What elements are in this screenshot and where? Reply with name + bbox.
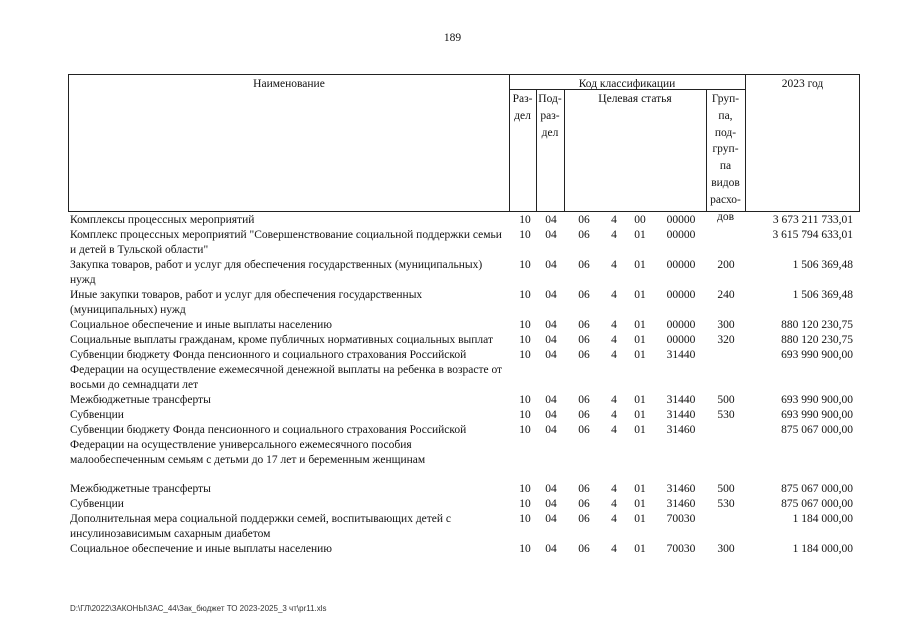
row-target-direction: 00000 xyxy=(666,289,696,301)
row-amount: 880 120 230,75 xyxy=(781,319,853,331)
row-target-type: 4 xyxy=(611,513,617,525)
row-target-program: 06 xyxy=(578,498,590,510)
row-target-subprogram: 01 xyxy=(634,513,646,525)
row-amount: 1 506 369,48 xyxy=(792,259,853,271)
row-target-direction: 31440 xyxy=(666,349,696,361)
row-target-program: 06 xyxy=(578,259,590,271)
row-target-subprogram: 01 xyxy=(634,349,646,361)
row-target-type: 4 xyxy=(611,543,617,555)
row-name: Социальные выплаты гражданам, кроме публичных нормативных социальных выплат xyxy=(70,334,493,346)
row-razdel: 10 xyxy=(519,334,531,346)
row-podrazdel: 04 xyxy=(545,349,557,361)
row-expense-type: 500 xyxy=(717,483,735,495)
table-row xyxy=(0,512,905,542)
row-amount: 3 673 211 733,01 xyxy=(772,214,853,226)
table-row xyxy=(0,288,905,318)
row-target-direction: 31460 xyxy=(666,424,696,436)
row-target-program: 06 xyxy=(578,394,590,406)
row-razdel: 10 xyxy=(519,513,531,525)
row-expense-type: 320 xyxy=(717,334,735,346)
row-razdel: 10 xyxy=(519,498,531,510)
row-name: Субвенции бюджету Фонда пенсионного и социального страхования Российской Федерации на осуществление ежемесячной денежной выплаты на ребенка в возрасте от восьми до семнадцати лет xyxy=(70,349,503,391)
row-name: Иные закупки товаров, работ и услуг для обеспечения государственных (муниципальных) нужд xyxy=(70,289,423,316)
row-amount: 880 120 230,75 xyxy=(781,334,853,346)
row-target-direction: 00000 xyxy=(666,214,696,226)
row-amount: 1 184 000,00 xyxy=(792,513,853,525)
row-target-subprogram: 00 xyxy=(634,214,646,226)
row-razdel: 10 xyxy=(519,229,531,241)
row-expense-type: 240 xyxy=(717,289,735,301)
row-target-program: 06 xyxy=(578,319,590,331)
row-target-type: 4 xyxy=(611,289,617,301)
row-name: Межбюджетные трансферты xyxy=(70,483,211,495)
header-vr: Груп- па, под- груп- па видов расхо- дов xyxy=(710,93,741,223)
table-row xyxy=(0,348,905,393)
row-amount: 875 067 000,00 xyxy=(781,498,853,510)
row-podrazdel: 04 xyxy=(545,229,557,241)
row-razdel: 10 xyxy=(519,483,531,495)
header-target-article: Целевая статья xyxy=(598,93,672,105)
row-amount: 1 506 369,48 xyxy=(792,289,853,301)
header-divider xyxy=(745,75,746,212)
table-row xyxy=(0,333,905,348)
file-path-footer: D:\ГЛ\2022\ЗАКОНЫ\ЗАС_44\Зак_бюджет ТО 2023-2025_3 чт\pr11.xls xyxy=(70,604,327,613)
row-podrazdel: 04 xyxy=(545,483,557,495)
table-row xyxy=(0,482,905,497)
row-podrazdel: 04 xyxy=(545,289,557,301)
row-target-subprogram: 01 xyxy=(634,289,646,301)
table-body xyxy=(0,213,905,557)
row-target-type: 4 xyxy=(611,424,617,436)
row-amount: 875 067 000,00 xyxy=(781,424,853,436)
row-target-subprogram: 01 xyxy=(634,498,646,510)
row-target-program: 06 xyxy=(578,513,590,525)
row-target-type: 4 xyxy=(611,259,617,271)
row-target-direction: 31440 xyxy=(666,409,696,421)
row-target-direction: 70030 xyxy=(666,543,696,555)
row-expense-type: 500 xyxy=(717,394,735,406)
row-target-type: 4 xyxy=(611,349,617,361)
row-name: Субвенции xyxy=(70,498,124,510)
row-target-type: 4 xyxy=(611,214,617,226)
row-target-direction: 00000 xyxy=(666,259,696,271)
row-target-program: 06 xyxy=(578,229,590,241)
row-spacer xyxy=(0,468,905,482)
row-target-direction: 31460 xyxy=(666,498,696,510)
row-name: Субвенции xyxy=(70,409,124,421)
row-target-direction: 70030 xyxy=(666,513,696,525)
row-target-subprogram: 01 xyxy=(634,334,646,346)
header-code-group: Код классификации xyxy=(578,78,676,90)
row-podrazdel: 04 xyxy=(545,498,557,510)
row-podrazdel: 04 xyxy=(545,409,557,421)
row-podrazdel: 04 xyxy=(545,394,557,406)
row-target-type: 4 xyxy=(611,498,617,510)
row-razdel: 10 xyxy=(519,289,531,301)
row-target-direction: 31440 xyxy=(666,394,696,406)
row-name: Комплекс процессных мероприятий "Совершенствование социальной поддержки семьи и детей в Тульской области" xyxy=(70,229,502,256)
header-razdel: Раз- дел xyxy=(512,93,533,122)
row-target-subprogram: 01 xyxy=(634,229,646,241)
row-expense-type: 200 xyxy=(717,259,735,271)
row-razdel: 10 xyxy=(519,319,531,331)
table-row xyxy=(0,213,905,228)
row-amount: 693 990 900,00 xyxy=(781,394,853,406)
header-podrazdel: Под- раз- дел xyxy=(538,93,562,139)
row-name: Социальное обеспечение и иные выплаты населению xyxy=(70,543,332,555)
table-row xyxy=(0,497,905,512)
row-target-direction: 00000 xyxy=(666,334,696,346)
row-razdel: 10 xyxy=(519,349,531,361)
row-razdel: 10 xyxy=(519,424,531,436)
table-row xyxy=(0,408,905,423)
row-razdel: 10 xyxy=(519,214,531,226)
row-razdel: 10 xyxy=(519,394,531,406)
row-target-direction: 00000 xyxy=(666,229,696,241)
row-target-type: 4 xyxy=(611,319,617,331)
table-row xyxy=(0,393,905,408)
row-razdel: 10 xyxy=(519,409,531,421)
row-target-program: 06 xyxy=(578,349,590,361)
row-razdel: 10 xyxy=(519,259,531,271)
row-target-program: 06 xyxy=(578,289,590,301)
table-row xyxy=(0,542,905,557)
row-razdel: 10 xyxy=(519,543,531,555)
row-podrazdel: 04 xyxy=(545,319,557,331)
row-target-subprogram: 01 xyxy=(634,319,646,331)
row-target-program: 06 xyxy=(578,214,590,226)
row-target-subprogram: 01 xyxy=(634,394,646,406)
row-target-program: 06 xyxy=(578,424,590,436)
row-target-subprogram: 01 xyxy=(634,543,646,555)
row-name: Комплексы процессных мероприятий xyxy=(70,214,255,226)
row-target-direction: 31460 xyxy=(666,483,696,495)
row-podrazdel: 04 xyxy=(545,424,557,436)
page-number: 189 xyxy=(443,32,462,44)
row-target-type: 4 xyxy=(611,409,617,421)
row-target-subprogram: 01 xyxy=(634,483,646,495)
header-year: 2023 год xyxy=(781,78,824,90)
row-target-program: 06 xyxy=(578,483,590,495)
row-podrazdel: 04 xyxy=(545,543,557,555)
row-podrazdel: 04 xyxy=(545,513,557,525)
row-amount: 693 990 900,00 xyxy=(781,349,853,361)
table-row xyxy=(0,228,905,258)
row-podrazdel: 04 xyxy=(545,334,557,346)
row-expense-type: 300 xyxy=(717,543,735,555)
row-expense-type: 530 xyxy=(717,498,735,510)
row-amount: 693 990 900,00 xyxy=(781,409,853,421)
row-target-subprogram: 01 xyxy=(634,409,646,421)
header-name: Наименование xyxy=(253,78,325,90)
row-name: Межбюджетные трансферты xyxy=(70,394,211,406)
row-amount: 875 067 000,00 xyxy=(781,483,853,495)
row-expense-type: 300 xyxy=(717,319,735,331)
table-row xyxy=(0,258,905,288)
table-row xyxy=(0,318,905,333)
row-amount: 1 184 000,00 xyxy=(792,543,853,555)
row-target-program: 06 xyxy=(578,543,590,555)
row-target-direction: 00000 xyxy=(666,319,696,331)
row-podrazdel: 04 xyxy=(545,259,557,271)
row-expense-type: 530 xyxy=(717,409,735,421)
row-name: Субвенции бюджету Фонда пенсионного и социального страхования Российской Федерации на осуществление универсального ежемесячного пособия малообеспеченным семьям с детьми до 17 лет и беременным женщинам xyxy=(70,424,467,466)
row-target-subprogram: 01 xyxy=(634,424,646,436)
table-row xyxy=(0,423,905,468)
row-podrazdel: 04 xyxy=(545,214,557,226)
row-name: Закупка товаров, работ и услуг для обеспечения государственных (муниципальных) нужд xyxy=(70,259,483,286)
row-target-type: 4 xyxy=(611,483,617,495)
row-name: Социальное обеспечение и иные выплаты населению xyxy=(70,319,332,331)
row-target-subprogram: 01 xyxy=(634,259,646,271)
row-target-program: 06 xyxy=(578,409,590,421)
row-target-type: 4 xyxy=(611,394,617,406)
row-amount: 3 615 794 633,01 xyxy=(772,229,853,241)
row-target-type: 4 xyxy=(611,229,617,241)
row-name: Дополнительная мера социальной поддержки семей, воспитывающих детей с инсулинозависимым сахарным диабетом xyxy=(70,513,452,540)
row-target-program: 06 xyxy=(578,334,590,346)
row-target-type: 4 xyxy=(611,334,617,346)
